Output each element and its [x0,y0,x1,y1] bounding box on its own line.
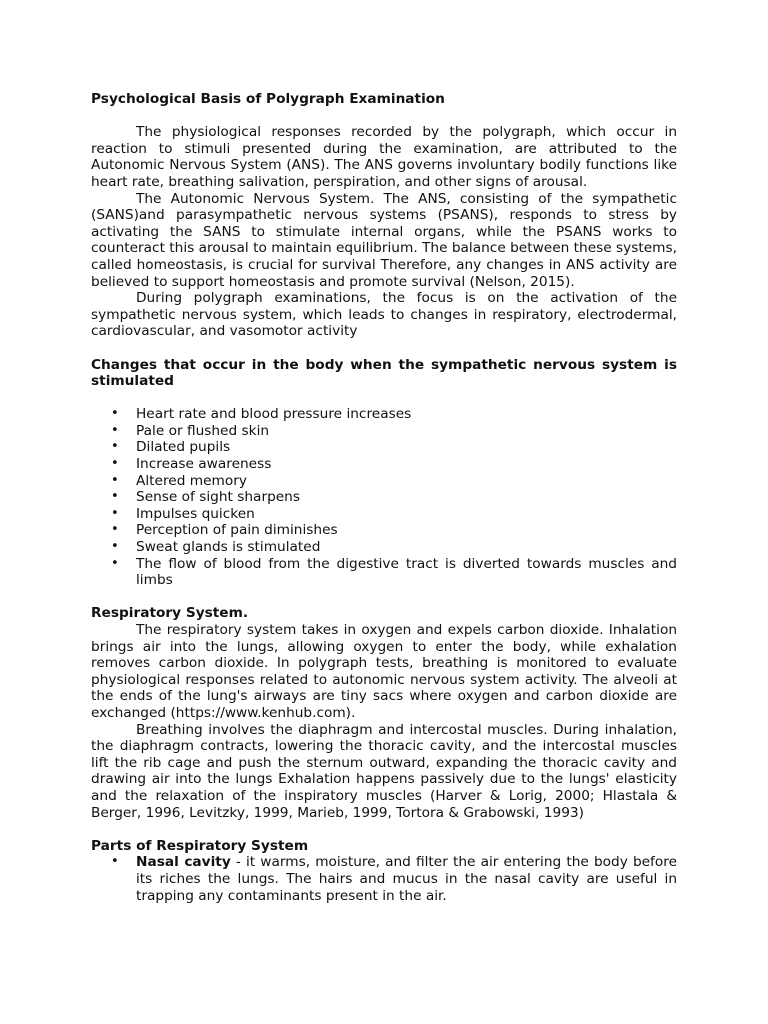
list-item-text: Pale or flushed skin [136,422,270,439]
list-item [91,406,677,423]
parts-heading: Parts of Respiratory System [91,837,309,854]
spacer [91,390,677,407]
list-item-text: Sweat glands is stimulated [136,539,321,556]
list-item [91,539,677,556]
intro-paragraph-1: The physiological responses recorded by the polygraph, which occur in reaction to stimuli presented during the examination, are attributed to the Autonomic Nervous System (ANS). The ANS governs involuntary bodily functions like heart rate, breathing salivation, perspiration, and other signs of arousal. [91,124,677,190]
list-item-text: The flow of blood from the digestive tract is diverted towards muscles and limbs [136,555,677,589]
spacer [91,108,677,125]
spacer [91,589,677,606]
list-item-text: Altered memory [136,472,247,489]
parts-list [91,854,677,904]
list-item [91,489,677,506]
bullet-icon: • [111,522,119,538]
list-item [91,556,677,589]
part-term: Nasal cavity [136,854,231,871]
list-item-text: Heart rate and blood pressure increases [136,406,412,423]
document-title: Psychological Basis of Polygraph Examination [91,91,445,107]
list-item [91,506,677,523]
bullet-icon: • [111,439,119,455]
bullet-icon: • [111,854,119,870]
list-item-text: Dilated pupils [136,439,231,456]
list-item [91,439,677,456]
bullet-icon: • [111,555,119,571]
changes-heading: Changes that occur in the body when the sympathetic nervous system is stimulated [91,356,677,390]
list-item-text: Sense of sight sharpens [136,489,300,506]
bullet-icon: • [111,456,119,472]
bullet-icon: • [111,489,119,505]
list-item-text: Increase awareness [136,456,272,473]
spacer [91,821,677,838]
bullet-icon: • [111,422,119,438]
bullet-icon: • [111,406,119,422]
list-item [91,522,677,539]
respiratory-paragraph-1: The respiratory system takes in oxygen and expels carbon dioxide. Inhalation brings air into the lungs, allowing oxygen to enter the body, while exhalation removes carbon dioxide. In polygraph tests, breathing is monitored to evaluate physiological responses related to autonomic nervous system activity. The alveoli at the ends of the lung's airways are tiny sacs where oxygen and carbon dioxide are exchanged (https://www.kenhub.com). [91,622,677,721]
respiratory-heading: Respiratory System. [91,605,249,622]
list-item [91,473,677,490]
list-item [91,423,677,440]
list-item [91,854,677,904]
list-item-text: Impulses quicken [136,505,255,522]
spacer [91,340,677,357]
bullet-icon: • [111,505,119,521]
intro-paragraph-3: During polygraph examinations, the focus is on the activation of the sympathetic nervous system, which leads to changes in respiratory, electrodermal, cardiovascular, and vasomotor activity [91,290,677,340]
list-item-text: Perception of pain diminishes [136,522,338,539]
intro-paragraph-2: The Autonomic Nervous System. The ANS, consisting of the sympathetic (SANS)and parasympathetic nervous systems (PSANS), responds to stress by activating the SANS to stimulate internal organs, while the PSANS works to counteract this arousal to maintain equilibrium. The balance between these systems, called homeostasis, is crucial for survival Therefore, any changes in ANS activity are believed to support homeostasis and promote survival (Nelson, 2015). [91,190,677,290]
bullet-icon: • [111,539,119,555]
respiratory-paragraph-2: Breathing involves the diaphragm and intercostal muscles. During inhalation, the diaphragm contracts, lowering the thoracic cavity, and the intercostal muscles lift the rib cage and push the sternum outward, expanding the thoracic cavity and drawing air into the lungs Exhalation happens passively due to the lungs' elasticity and the relaxation of the inspiratory muscles (Harver & Lorig, 2000; Hlastala & Berger, 1996, Levitzky, 1999, Marieb, 1999, Tortora & Grabowski, 1993) [91,721,677,821]
list-item [91,456,677,473]
changes-list [91,406,677,589]
bullet-icon: • [111,472,119,488]
part-description: - it warms, moisture, and filter the air entering the body before its riches the lungs. The hairs and mucus in the nasal cavity are useful in trapping any contaminants present in the air. [136,854,677,904]
